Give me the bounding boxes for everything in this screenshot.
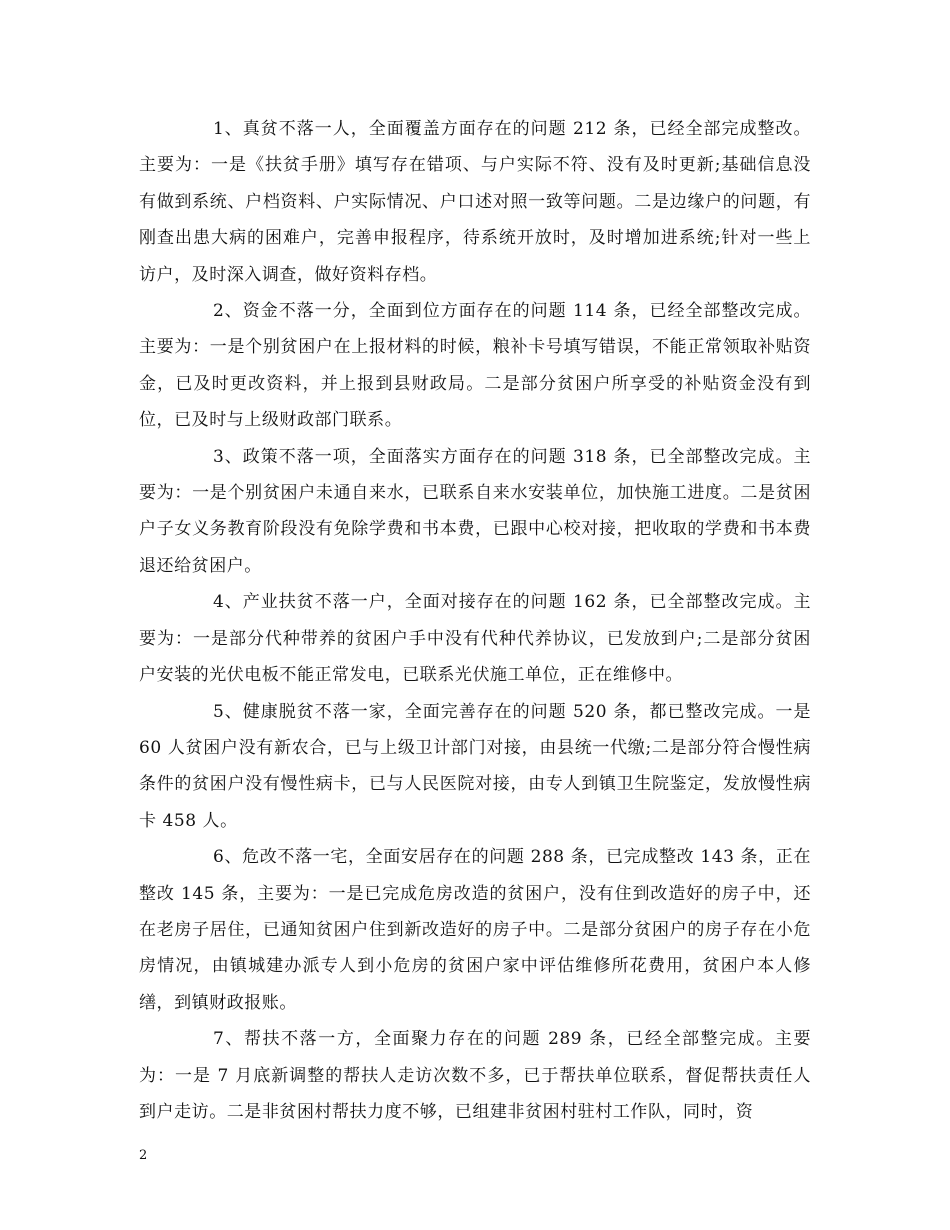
paragraph-4: 4、产业扶贫不落一户，全面对接存在的问题 162 条，已全部整改完成。主要为：一是部分代种带养的贫困户手中没有代种代养协议，已发放到户;二是部分贫困户安装的光伏电板不能正常发电，已联系光伏施工单位，正在维修中。	[139, 592, 811, 686]
document-body	[139, 111, 811, 1130]
paragraph-7: 7、帮扶不落一方，全面聚力存在的问题 289 条，已经全部整完成。主要为：一是 7 月底新调整的帮扶人走访次数不多，已于帮扶单位联系，督促帮扶责任人到户走访。二是非贫困村帮扶力度不够，已组建非贫困村驻村工作队，同时，资	[139, 1029, 811, 1122]
paragraph-2: 2、资金不落一分，全面到位方面存在的问题 114 条，已经全部整改完成。主要为：一是个别贫困户在上报材料的时候，粮补卡号填写错误，不能正常领取补贴资金，已及时更改资料，并上报到县财政局。二是部分贫困户所享受的补贴资金没有到位，已及时与上级财政部门联系。	[139, 301, 811, 431]
paragraph-5: 5、健康脱贫不落一家，全面完善存在的问题 520 条，都已整改完成。一是 60 人贫困户没有新农合，已与上级卫计部门对接，由县统一代缴;二是部分符合慢性病条件的贫困户没有慢性病卡，已与人民医院对接，由专人到镇卫生院鉴定，发放慢性病卡 458 人。	[139, 701, 811, 831]
paragraph-6: 6、危改不落一宅，全面安居存在的问题 288 条，已完成整改 143 条，正在整改 145 条，主要为：一是已完成危房改造的贫困户，没有住到改造好的房子中，还在老房子居住，已通知贫困户住到新改造好的房子中。二是部分贫困户的房子存在小危房情况，由镇城建办派专人到小危房的贫困户家中评估维修所花费用，贫困户本人修缮，到镇财政报账。	[139, 847, 811, 1013]
page-number: 2	[139, 1148, 148, 1163]
paragraph-3: 3、政策不落一项，全面落实方面存在的问题 318 条，已全部整改完成。主要为：一是个别贫困户未通自来水，已联系自来水安装单位，加快施工进度。二是贫困户子女义务教育阶段没有免除学费和书本费，已跟中心校对接，把收取的学费和书本费退还给贫困户。	[139, 446, 811, 576]
paragraph-1: 1、真贫不落一人，全面覆盖方面存在的问题 212 条，已经全部完成整改。主要为：一是《扶贫手册》填写存在错项、与户实际不符、没有及时更新;基础信息没有做到系统、户档资料、户实际情况、户口述对照一致等问题。二是边缘户的问题，有刚查出患大病的困难户，完善申报程序，待系统开放时，及时增加进系统;针对一些上访户，及时深入调查，做好资料存档。	[139, 119, 811, 285]
